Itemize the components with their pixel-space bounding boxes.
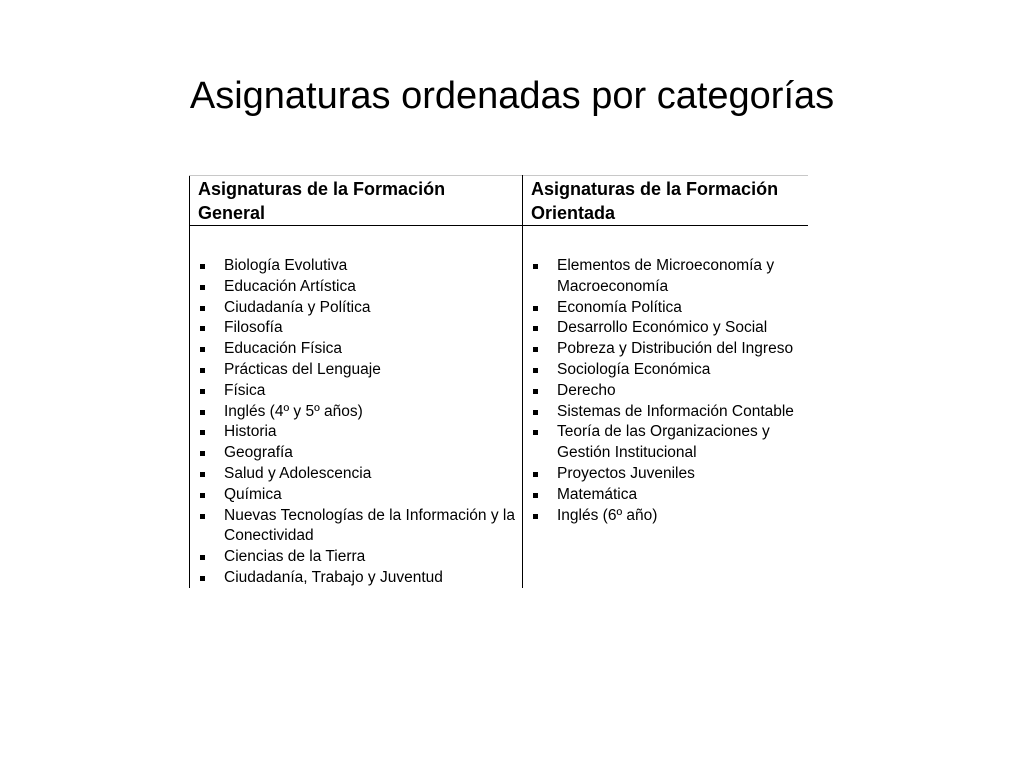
list-item bbox=[190, 506, 518, 548]
list-item bbox=[523, 464, 805, 485]
subject-label: Física bbox=[224, 381, 266, 399]
list-item bbox=[190, 422, 518, 443]
bullet-icon bbox=[533, 493, 538, 498]
subject-label: Inglés (6º año) bbox=[557, 506, 658, 524]
list-item bbox=[523, 381, 805, 402]
subject-label: Educación Física bbox=[224, 340, 343, 358]
subject-label: Derecho bbox=[557, 381, 616, 399]
orientada-subjects-cell bbox=[523, 226, 809, 589]
slide-title: Asignaturas ordenadas por categorías bbox=[189, 75, 835, 117]
subject-label: Inglés (4º y 5º años) bbox=[224, 402, 363, 420]
list-item bbox=[190, 443, 518, 464]
list-item bbox=[523, 360, 805, 381]
bullet-icon bbox=[200, 368, 205, 373]
list-item bbox=[523, 339, 805, 360]
bullet-icon bbox=[533, 389, 538, 394]
general-subjects-list bbox=[190, 256, 518, 588]
list-item bbox=[190, 360, 518, 381]
bullet-icon bbox=[200, 514, 205, 519]
subject-label: Ciudadanía, Trabajo y Juventud bbox=[224, 568, 443, 586]
orientada-subjects-list bbox=[523, 256, 805, 526]
list-item bbox=[190, 339, 518, 360]
bullet-icon bbox=[200, 347, 205, 352]
subject-label: Ciencias de la Tierra bbox=[224, 548, 366, 566]
bullet-icon bbox=[200, 285, 205, 290]
bullet-icon bbox=[200, 264, 205, 269]
subject-label: Nuevas Tecnologías de la Información y la Conectividad bbox=[224, 506, 515, 545]
subject-label: Historia bbox=[224, 423, 277, 441]
list-item bbox=[190, 547, 518, 568]
bullet-icon bbox=[533, 410, 538, 415]
list-item bbox=[190, 277, 518, 298]
bullet-icon bbox=[200, 451, 205, 456]
bullet-icon bbox=[200, 576, 205, 581]
bullet-icon bbox=[533, 347, 538, 352]
bullet-icon bbox=[533, 368, 538, 373]
bullet-icon bbox=[533, 472, 538, 477]
subjects-table-container bbox=[189, 175, 808, 588]
subject-label: Geografía bbox=[224, 444, 293, 462]
list-item bbox=[190, 485, 518, 506]
subject-label: Desarrollo Económico y Social bbox=[557, 319, 768, 337]
list-item bbox=[190, 464, 518, 485]
subject-label: Biología Evolutiva bbox=[224, 257, 348, 274]
table-body-row bbox=[190, 226, 809, 589]
list-item bbox=[523, 402, 805, 423]
list-item bbox=[190, 381, 518, 402]
list-item bbox=[190, 318, 518, 339]
list-item bbox=[523, 256, 805, 298]
subject-label: Proyectos Juveniles bbox=[557, 464, 695, 482]
subject-label: Economía Política bbox=[557, 298, 682, 316]
subject-label: Educación Artística bbox=[224, 277, 356, 295]
subject-label: Salud y Adolescencia bbox=[224, 464, 372, 482]
list-item bbox=[523, 318, 805, 339]
list-item bbox=[523, 485, 805, 506]
list-item bbox=[190, 298, 518, 319]
subject-label: Química bbox=[224, 485, 282, 503]
list-item bbox=[190, 568, 518, 588]
bullet-icon bbox=[533, 430, 538, 435]
bullet-icon bbox=[200, 306, 205, 311]
subject-label: Pobreza y Distribución del Ingreso bbox=[557, 340, 794, 358]
subject-label: Matemática bbox=[557, 485, 638, 503]
header-formacion-general: Asignaturas de la Formación General bbox=[190, 176, 523, 226]
bullet-icon bbox=[533, 264, 538, 269]
table-header-row bbox=[190, 176, 809, 226]
bullet-icon bbox=[533, 326, 538, 331]
bullet-icon bbox=[200, 472, 205, 477]
subject-label: Ciudadanía y Política bbox=[224, 298, 371, 316]
bullet-icon bbox=[200, 410, 205, 415]
bullet-icon bbox=[533, 306, 538, 311]
subject-label: Prácticas del Lenguaje bbox=[224, 360, 381, 378]
subject-label: Sociología Económica bbox=[557, 360, 711, 378]
bullet-icon bbox=[200, 430, 205, 435]
subjects-table bbox=[189, 175, 808, 588]
general-subjects-cell bbox=[190, 226, 523, 589]
bullet-icon bbox=[533, 514, 538, 519]
list-item bbox=[523, 422, 805, 464]
list-item bbox=[190, 256, 518, 277]
subject-label: Elementos de Microeconomía y Macroeconomía bbox=[557, 257, 775, 295]
header-formacion-orientada: Asignaturas de la Formación Orientada bbox=[523, 176, 809, 226]
bullet-icon bbox=[200, 389, 205, 394]
bullet-icon bbox=[200, 555, 205, 560]
subject-label: Sistemas de Información Contable bbox=[557, 402, 794, 420]
list-item bbox=[190, 402, 518, 423]
list-item bbox=[523, 506, 805, 527]
bullet-icon bbox=[200, 493, 205, 498]
list-item bbox=[523, 298, 805, 319]
subject-label: Filosofía bbox=[224, 319, 283, 337]
bullet-icon bbox=[200, 326, 205, 331]
subject-label: Teoría de las Organizaciones y Gestión Institucional bbox=[557, 423, 770, 462]
